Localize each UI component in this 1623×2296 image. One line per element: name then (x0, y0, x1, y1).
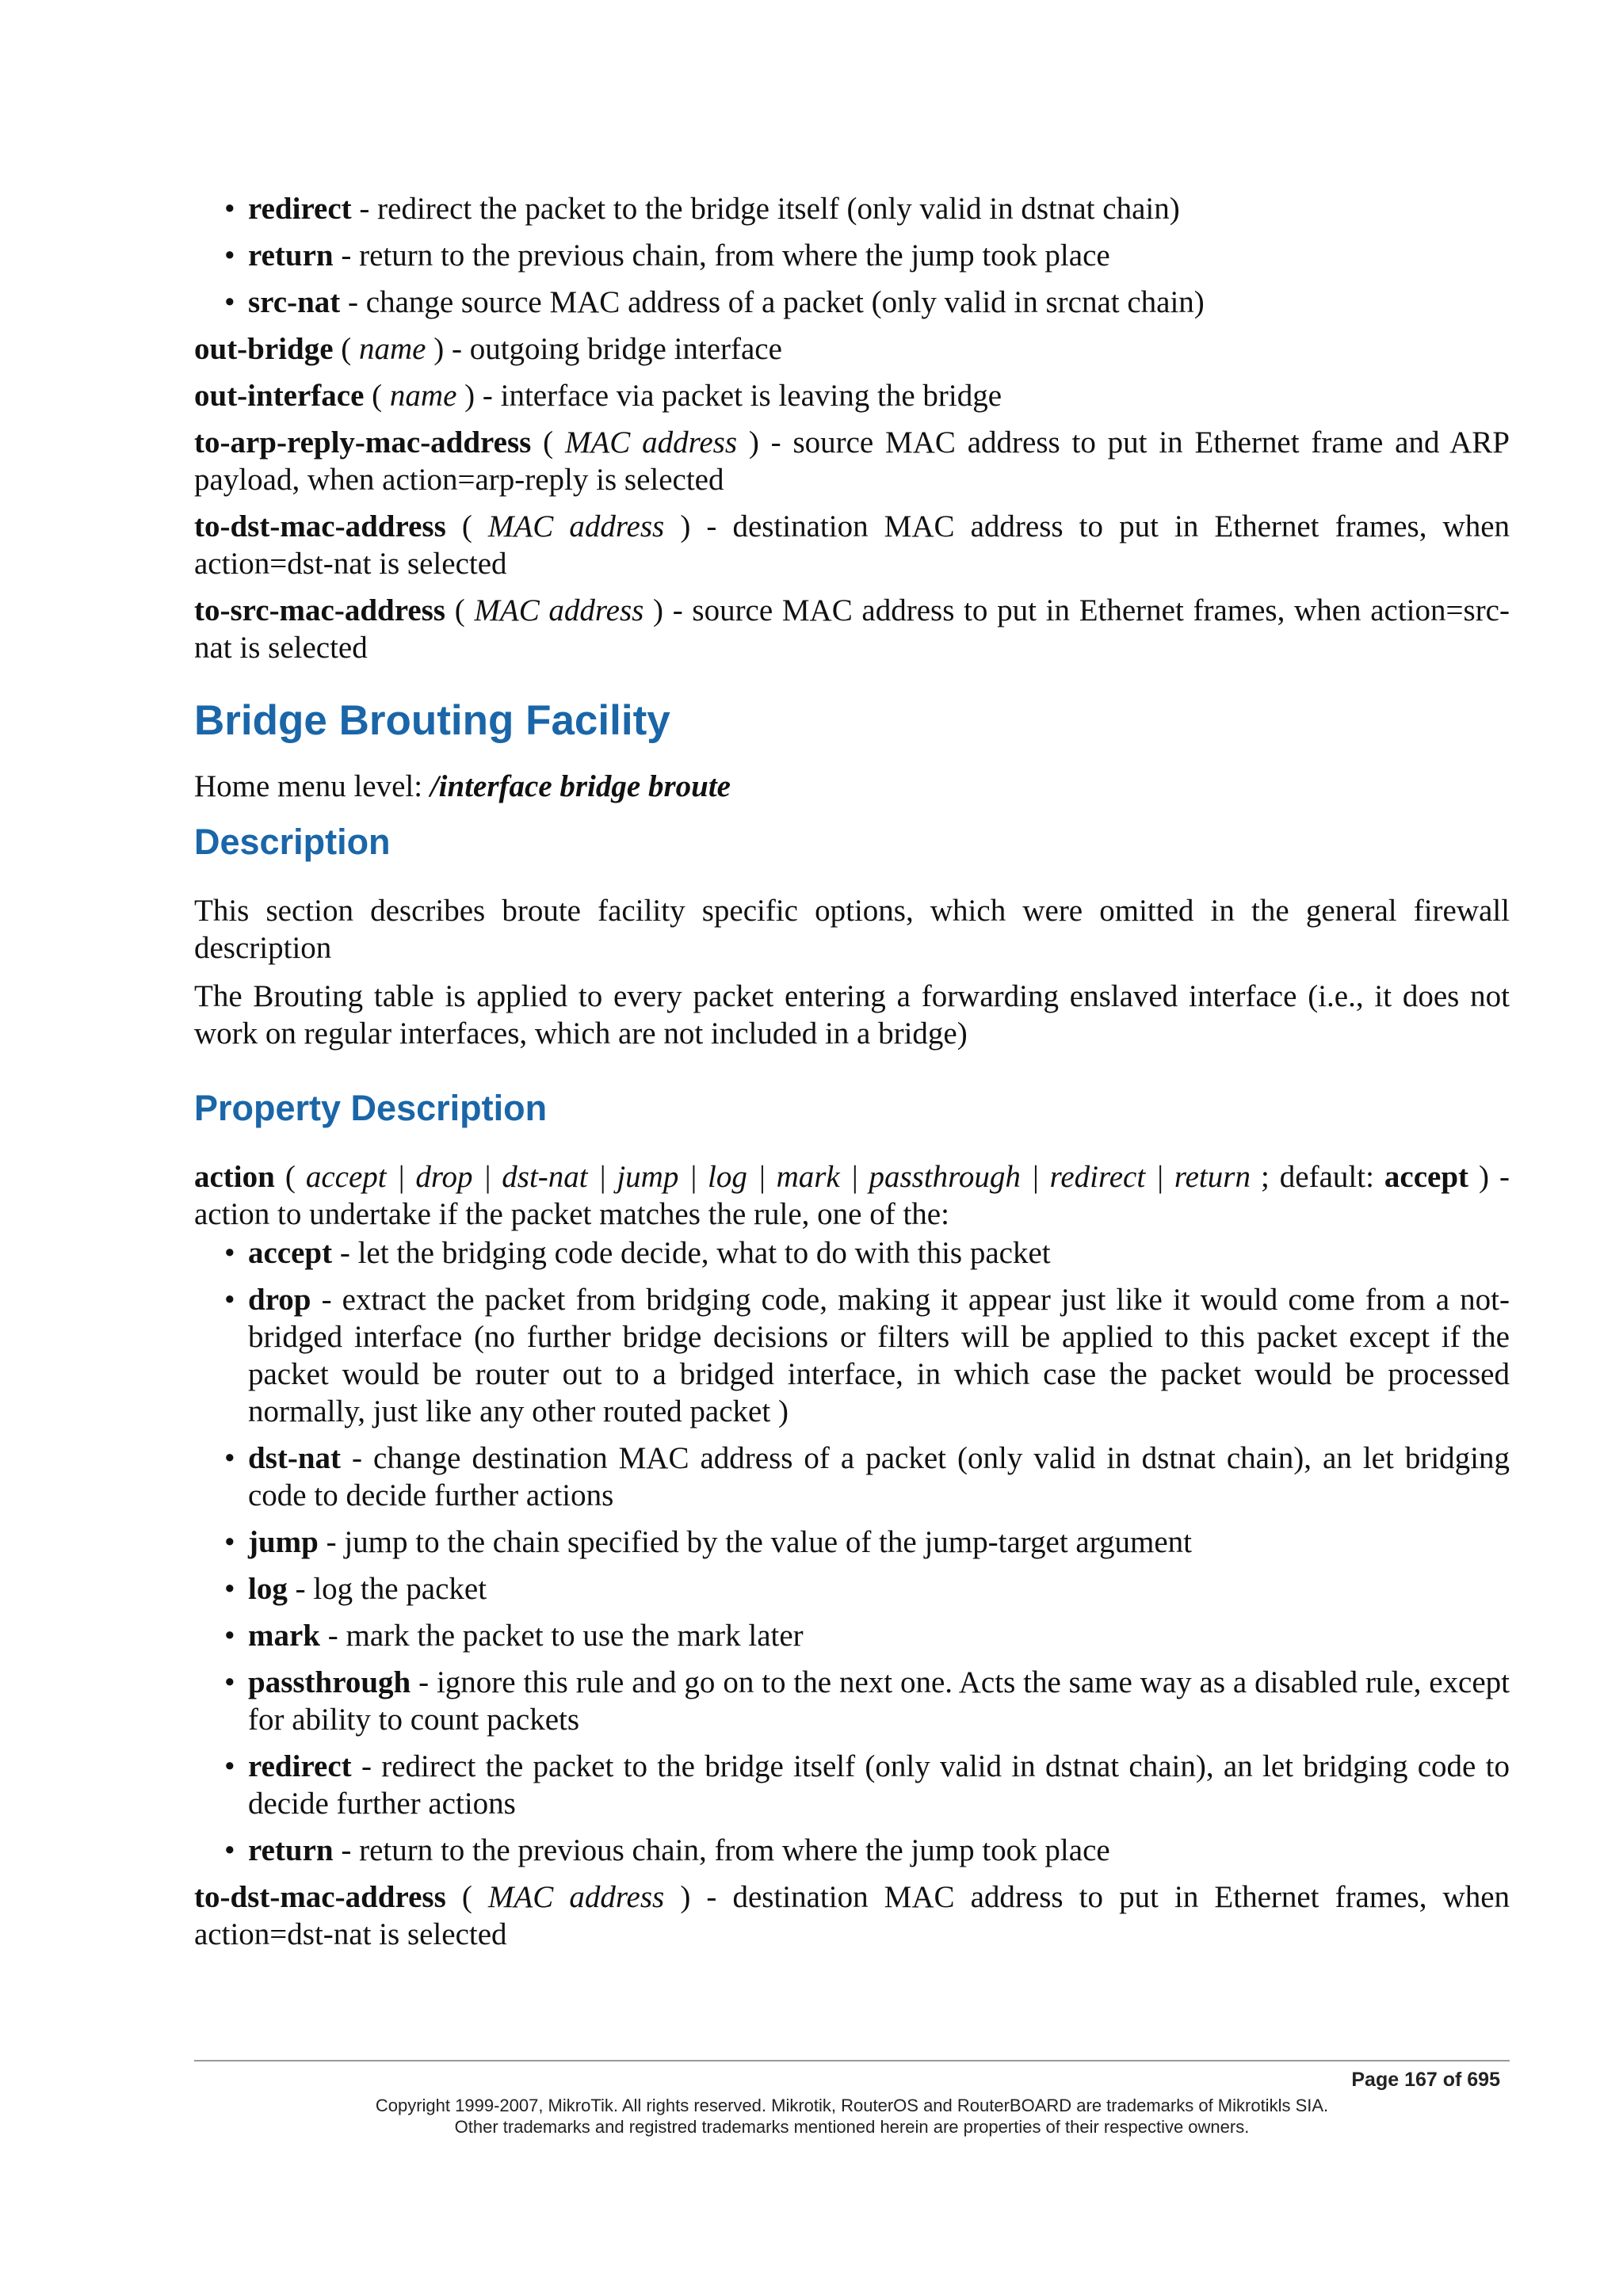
list-item (224, 284, 1510, 321)
property-desc: - interface via packet is leaving the bridge (475, 379, 1002, 413)
list-item (224, 1524, 1510, 1561)
property-name: to-dst-mac-address (194, 1880, 446, 1914)
bullet-desc: - return to the previous chain, from where the jump took place (333, 1833, 1110, 1867)
bullet-icon: • (224, 1525, 235, 1559)
list-item (224, 1281, 1510, 1430)
bullet-desc: - change source MAC address of a packet (only valid in srcnat chain) (340, 285, 1205, 319)
property-paren: ( (531, 425, 565, 460)
property-paren: ( (274, 1160, 306, 1194)
list-item (224, 1748, 1510, 1822)
property-paren: ( (445, 593, 475, 627)
bullet-icon: • (224, 1665, 235, 1699)
property-type: name (389, 379, 457, 413)
property-to-dst-mac-address (194, 508, 1510, 582)
bullet-icon: • (224, 192, 235, 226)
bullet-desc: - redirect the packet to the bridge itself (only valid in dstnat chain) (351, 192, 1180, 226)
bullet-desc: - redirect the packet to the bridge itself (only valid in dstnat chain), an let bridging code to decide further actions (248, 1749, 1510, 1821)
property-action (194, 1158, 1510, 1233)
bullet-desc: - jump to the chain specified by the value of the jump-target argument (318, 1525, 1193, 1559)
list-item (224, 1617, 1510, 1654)
property-name: out-bridge (194, 332, 334, 366)
bullet-icon: • (224, 1749, 235, 1783)
bullet-desc: - mark the packet to use the mark later (320, 1619, 804, 1653)
list-item (224, 237, 1510, 274)
trademark-line: Other trademarks and registred trademarks mentioned herein are properties of their respective owners. (454, 2117, 1250, 2137)
property-name: to-arp-reply-mac-address (194, 425, 532, 460)
property-desc: - source MAC address to put in Ethernet frame and ARP payload, when action=arp-reply is selected (194, 425, 1510, 497)
property-paren: ( (445, 509, 488, 543)
bullet-term: redirect (248, 1749, 352, 1783)
bullet-icon: • (224, 1833, 235, 1867)
bullet-term: passthrough (248, 1665, 411, 1699)
property-name: out-interface (194, 379, 365, 413)
bullet-icon: • (224, 1236, 235, 1270)
bullet-term: dst-nat (248, 1441, 342, 1475)
menu-level-path: /interface bridge broute (430, 769, 731, 803)
property-to-arp-reply-mac-address (194, 424, 1510, 498)
property-out-bridge (194, 330, 1510, 368)
property-desc: - outgoing bridge interface (444, 332, 782, 366)
property-desc: - destination MAC address to put in Ethernet frames, when action=dst-nat is selected (194, 1880, 1510, 1951)
property-name: to-src-mac-address (194, 593, 445, 627)
page-footer (194, 2060, 1510, 2138)
property-type: accept | drop | dst-nat | jump | log | mark | passthrough | redirect | return (305, 1160, 1251, 1194)
property-description-heading: Property Description (194, 1088, 548, 1128)
top-bullet-list (194, 190, 1510, 321)
bullet-term: drop (248, 1283, 311, 1317)
property-paren: ) (456, 379, 475, 413)
property-paren: ( (333, 332, 359, 366)
bullet-desc: - return to the previous chain, from where the jump took place (333, 238, 1110, 273)
bullet-desc: - log the packet (287, 1572, 487, 1606)
property-paren: ) (737, 425, 759, 460)
property-type: MAC address (564, 425, 738, 460)
property-paren: ) (664, 509, 691, 543)
bullet-desc: - ignore this rule and go on to the next one. Acts the same way as a disabled rule, except for ability to count packets (248, 1665, 1510, 1737)
list-item (224, 190, 1510, 227)
bullet-term: src-nat (248, 285, 341, 319)
list-item (224, 1440, 1510, 1514)
property-type: name (359, 332, 426, 366)
property-to-src-mac-address (194, 592, 1510, 666)
property-default-label: ; default: (1250, 1160, 1384, 1194)
section-title: Bridge Brouting Facility (194, 697, 670, 744)
property-paren: ) (1468, 1160, 1490, 1194)
description-paragraph: This section describes broute facility specific options, which were omitted in the general firewall description (194, 894, 1510, 965)
list-item (224, 1664, 1510, 1738)
menu-level-label: Home menu level: (194, 769, 430, 803)
bullet-icon: • (224, 1441, 235, 1475)
menu-level (194, 768, 1510, 805)
property-to-dst-mac-address (194, 1878, 1510, 1953)
bullet-desc: - extract the packet from bridging code, making it appear just like it would come from a not-bridged interface (no further bridge decisions or filters will be applied to this packet except if the packet would be router out to a bridged interface, in which case the packet would be processed normally, just like any other routed packet ) (248, 1283, 1510, 1428)
description-paragraph: The Brouting table is applied to every packet entering a forwarding enslaved interface (i.e., it does not work on regular interfaces, which are not included in a bridge) (194, 979, 1510, 1051)
property-paren: ) (643, 593, 663, 627)
property-desc: - source MAC address to put in Ethernet frames, when action=src-nat is selected (194, 593, 1510, 665)
property-type: MAC address (487, 1880, 665, 1914)
bullet-desc: - let the bridging code decide, what to do with this packet (332, 1236, 1051, 1270)
list-item (224, 1570, 1510, 1608)
property-paren: ( (364, 379, 390, 413)
property-paren: ) (664, 1880, 691, 1914)
property-desc: - action to undertake if the packet matches the rule, one of the: (194, 1160, 1510, 1231)
list-item (224, 1832, 1510, 1869)
property-type: MAC address (474, 593, 644, 627)
action-bullet-list (194, 1234, 1510, 1869)
page-number: Page 167 of 695 (1351, 2069, 1500, 2091)
bullet-term: accept (248, 1236, 333, 1270)
property-type: MAC address (487, 509, 665, 543)
property-desc: - destination MAC address to put in Ethernet frames, when action=dst-nat is selected (194, 509, 1510, 581)
bullet-icon: • (224, 285, 235, 319)
property-paren: ( (445, 1880, 488, 1914)
property-name: to-dst-mac-address (194, 509, 446, 543)
bullet-term: return (248, 1833, 334, 1867)
property-out-interface (194, 377, 1510, 414)
bullet-term: mark (248, 1619, 320, 1653)
property-default: accept (1384, 1160, 1469, 1194)
bullet-icon: • (224, 1619, 235, 1653)
property-paren: ) (426, 332, 445, 366)
property-name: action (194, 1160, 275, 1194)
bullet-icon: • (224, 1572, 235, 1606)
bullet-term: log (248, 1572, 288, 1606)
bullet-icon: • (224, 238, 235, 273)
copyright-line: Copyright 1999-2007, MikroTik. All rights reserved. Mikrotik, RouterOS and RouterBOARD are trademarks of Mikrotikls SIA. (375, 2096, 1329, 2115)
bullet-term: return (248, 238, 334, 273)
bullet-term: redirect (248, 192, 352, 226)
description-heading: Description (194, 822, 391, 862)
list-item (224, 1234, 1510, 1272)
bullet-icon: • (224, 1283, 235, 1317)
bullet-desc: - change destination MAC address of a packet (only valid in dstnat chain), an let bridging code to decide further actions (248, 1441, 1510, 1512)
page-content (194, 190, 1510, 1962)
bullet-term: jump (248, 1525, 319, 1559)
